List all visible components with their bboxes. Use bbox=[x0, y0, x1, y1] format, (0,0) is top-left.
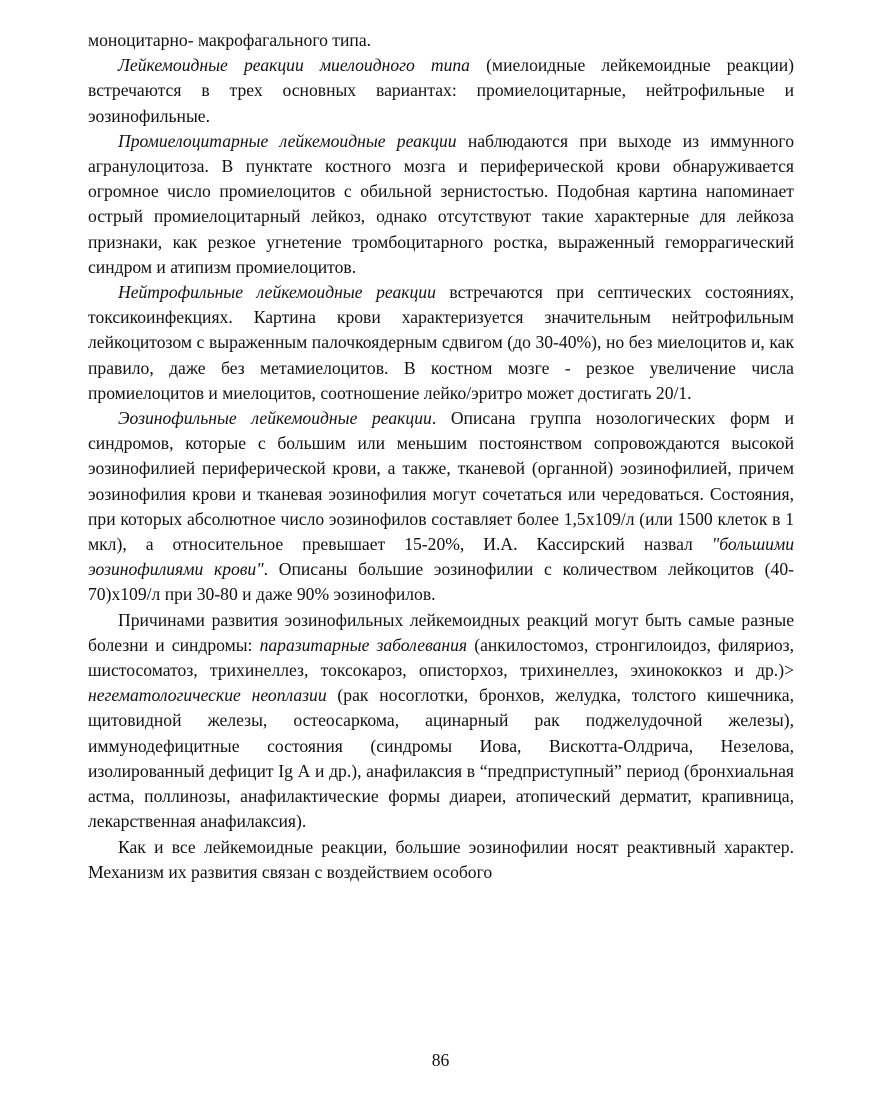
italic-term: Лейкемоидные реакции миелоидного типа bbox=[118, 55, 470, 76]
page-body bbox=[88, 28, 794, 885]
text-run: наблюдаются при выходе из иммунного агранулоцитоза. В пунктате костного мозга и периферической крови обнаруживается огромное число промиелоцитов с обильной зернистостью. Подобная картина напоминает острый промиелоцитарный лейкоз, однако отсутствуют такие характерные для лейкоза признаки, как резкое угнетение тромбоцитарного ростка, выраженный геморрагический синдром и атипизм промиелоцитов. bbox=[88, 130, 794, 277]
paragraph-1 bbox=[88, 28, 794, 53]
paragraph-7 bbox=[88, 835, 794, 885]
italic-term: Промиелоцитарные лейкемоидные реакции bbox=[118, 130, 457, 151]
text-run: (миелоидные лейкемоидные реакции) встречаются в трех основных вариантах: промиелоцитарные, нейтрофильные и эозинофильные. bbox=[88, 55, 795, 126]
text-run: Как и все лейкемоидные реакции, большие эозинофилии носят реактивный характер. Механизм их развития связан с воздействием особого bbox=[88, 836, 794, 882]
paragraph-6 bbox=[88, 608, 794, 835]
text-run: встречаются при септических состояниях, токсикоинфекциях. Картина крови характеризуется значительным нейтрофильным лейкоцитозом с выраженным палочкоядерным сдвигом (до 30-40%), но без миелоцитов и, как правило, даже без метамиелоцитов. В костном мозге - резкое увеличение числа промиелоцитов и миелоцитов, соотношение лейко/эритро может достигать 20/1. bbox=[88, 282, 794, 403]
paragraph-5 bbox=[88, 406, 794, 608]
text-run: Причинами развития эозинофильных лейкемоидных реакций могут быть самые разные болезни и синдромы: bbox=[88, 609, 794, 655]
italic-term: паразитарные заболевания bbox=[259, 634, 468, 655]
paragraph-4 bbox=[88, 280, 794, 406]
text-run: (анкилостомоз, стронгилоидоз, филяриоз, шистосоматоз, трихинеллез, токсокароз, описторхоз, трихинеллез, эхинококкоз и др.)> bbox=[88, 634, 795, 681]
italic-term: Эозинофильные лейкемоидные реакции bbox=[118, 408, 432, 429]
italic-term: негематологические неоплазии bbox=[88, 685, 327, 706]
italic-term: "большими эозинофилиями крови" bbox=[88, 534, 794, 580]
text-run: моноцитарно- макрофагального типа. bbox=[88, 30, 372, 50]
paragraph-3 bbox=[88, 129, 794, 280]
italic-term: Нейтрофильные лейкемоидные реакции bbox=[118, 282, 436, 303]
text-run: . Описана группа нозологических форм и синдромов, которые с большим или меньшим постоянством сопровождаются высокой эозинофилией периферической крови, а также, тканевой (органной) эозинофилией, причем эозинофилия крови и тканевая эозинофилия могут сочетаться или чередоваться. Состояния, при которых абсолютное число эозинофилов составляет более 1,5х109/л (или 1500 клеток в 1 мкл), а относительное превышает 15-20%, И.А. Кассирский назвал bbox=[88, 408, 794, 555]
text-run: . Описаны большие эозинофилии с количеством лейкоцитов (40-70)х109/л при 30-80 и даже 90% эозинофилов. bbox=[88, 559, 794, 605]
page-number: 86 bbox=[431, 1050, 450, 1070]
text-run: (рак носоглотки, бронхов, желудка, толстого кишечника, щитовидной железы, остеосаркома, ацинарный рак поджелудочной железы), иммунодефицитные состояния (синдромы Иова, Вискотта-Олдрича, Незелова, изолированный дефицит Ig А и др.), анафилаксия в “предприступный” период (бронхиальная астма, поллинозы, анафилактические формы диареи, атопический дерматит, крапивница, лекарственная анафилаксия). bbox=[88, 685, 794, 832]
paragraph-2 bbox=[88, 53, 794, 129]
